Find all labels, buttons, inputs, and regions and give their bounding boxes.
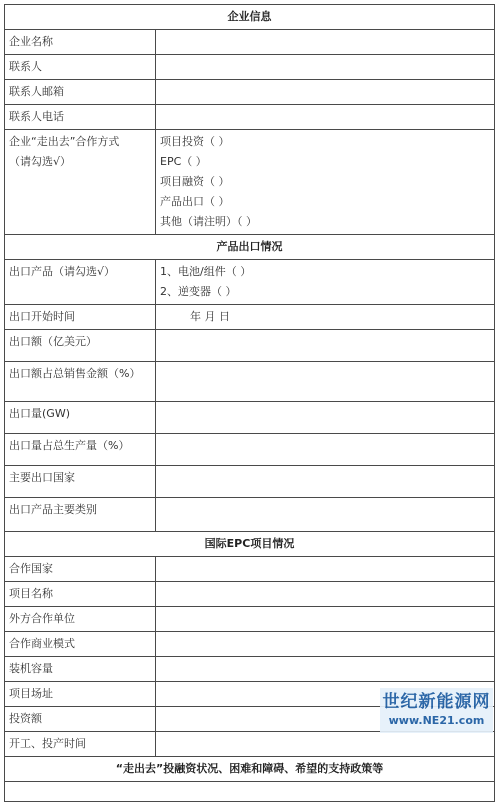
contact-person-label: 联系人: [5, 55, 156, 80]
export-amount-field[interactable]: [156, 330, 495, 362]
start-production-time-field[interactable]: [156, 732, 495, 757]
main-export-countries-field[interactable]: [156, 466, 495, 498]
watermark-url: www.NE21.com: [388, 714, 485, 727]
main-export-countries-label: 主要出口国家: [5, 466, 156, 498]
export-product-categories-field[interactable]: [156, 498, 495, 532]
partner-country-label: 合作国家: [5, 557, 156, 582]
contact-email-field[interactable]: [156, 80, 495, 105]
export-amount-share-label: 出口额占总销售金额（%）: [5, 362, 156, 402]
business-model-field[interactable]: [156, 632, 495, 657]
site-watermark-logo: [380, 688, 493, 733]
section-header-epc-projects: 国际EPC项目情况: [5, 532, 495, 557]
export-product-label: 出口产品（请勾选√）: [5, 260, 156, 305]
cooperation-mode-label: [5, 130, 156, 235]
cooperation-mode-options: [156, 130, 495, 235]
installed-capacity-label: 装机容量: [5, 657, 156, 682]
export-start-date-placeholder: 年 月 日: [190, 310, 230, 323]
export-volume-label: 出口量(GW): [5, 402, 156, 434]
section-header-product-export: 产品出口情况: [5, 235, 495, 260]
installed-capacity-field[interactable]: [156, 657, 495, 682]
export-amount-share-field[interactable]: [156, 362, 495, 402]
option-epc[interactable]: EPC（ ）: [160, 155, 207, 168]
investment-amount-label: 投资额: [5, 707, 156, 732]
export-volume-field[interactable]: [156, 402, 495, 434]
financing-field[interactable]: [5, 782, 495, 802]
option-project-financing[interactable]: 项目融资（ ）: [160, 175, 230, 188]
foreign-partner-field[interactable]: [156, 607, 495, 632]
company-name-label: 企业名称: [5, 30, 156, 55]
export-product-options: [156, 260, 495, 305]
option-product-export[interactable]: 产品出口（ ）: [160, 195, 230, 208]
cooperation-mode-label-line1: 企业“走出去”合作方式: [9, 135, 120, 148]
company-name-field[interactable]: [156, 30, 495, 55]
export-start-label: 出口开始时间: [5, 305, 156, 330]
option-project-investment[interactable]: 项目投资（ ）: [160, 135, 230, 148]
contact-phone-field[interactable]: [156, 105, 495, 130]
project-name-label: 项目名称: [5, 582, 156, 607]
contact-person-field[interactable]: [156, 55, 495, 80]
contact-phone-label: 联系人电话: [5, 105, 156, 130]
foreign-partner-label: 外方合作单位: [5, 607, 156, 632]
export-volume-share-label: 出口量占总生产量（%）: [5, 434, 156, 466]
option-inverter[interactable]: 2、逆变器（ ）: [160, 285, 237, 298]
business-model-label: 合作商业模式: [5, 632, 156, 657]
section-header-company-info: 企业信息: [5, 5, 495, 30]
export-amount-label: 出口额（亿美元）: [5, 330, 156, 362]
project-site-label: 项目场址: [5, 682, 156, 707]
export-start-field[interactable]: [156, 305, 495, 330]
export-volume-share-field[interactable]: [156, 434, 495, 466]
partner-country-field[interactable]: [156, 557, 495, 582]
watermark-site-name: 世纪新能源网: [382, 692, 491, 712]
survey-form-table: [4, 4, 495, 802]
cooperation-mode-label-line2: （请勾选√）: [9, 155, 72, 168]
section-header-financing: “走出去”投融资状况、困难和障碍、希望的支持政策等: [5, 757, 495, 782]
export-product-categories-label: 出口产品主要类别: [5, 498, 156, 532]
option-other[interactable]: 其他（请注明）（ ）: [160, 215, 257, 228]
contact-email-label: 联系人邮箱: [5, 80, 156, 105]
start-production-time-label: 开工、投产时间: [5, 732, 156, 757]
option-battery-module[interactable]: 1、电池/组件（ ）: [160, 265, 252, 278]
project-name-field[interactable]: [156, 582, 495, 607]
